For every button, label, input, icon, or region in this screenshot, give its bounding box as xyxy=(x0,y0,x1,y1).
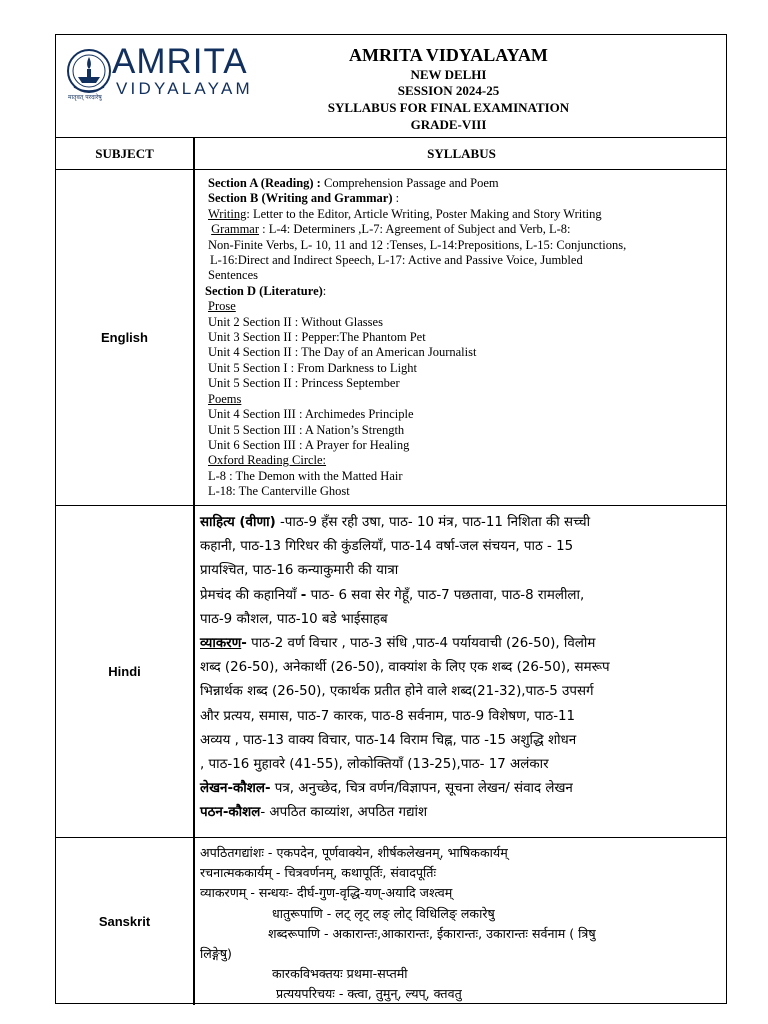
hindi-text: पाठ-2 वर्ण विचार , पाठ-3 संधि ,पाठ-4 पर्यायवाची (26-50), विलोम xyxy=(246,636,596,652)
sanskrit-line-7: कारकविभक्तयः प्रथमा-सप्तमी xyxy=(272,966,408,982)
hindi-line-13 xyxy=(200,801,720,825)
pathan-label: पठन-कौशल xyxy=(200,805,261,821)
writing-label: Writing xyxy=(208,206,247,221)
hindi-text: - अपठित काव्यांश, अपठित गद्यांश xyxy=(260,805,428,821)
list-item: Unit 5 Section III : A Nation’s Strength xyxy=(208,422,405,437)
section-d-heading: Section D (Literature) xyxy=(205,283,323,298)
hindi-line-9: और प्रत्यय, समास, पाठ-7 कारक, पाठ-8 सर्वनाम, पाठ-9 विशेषण, पाठ-11 xyxy=(200,708,576,724)
grammar-text-2: Non-Finite Verbs, L- 10, 11 and 12 :Tenses, L-14:Prepositions, L-15: Conjunctions, xyxy=(208,237,627,252)
session-label: SESSION 2024-25 xyxy=(397,83,500,98)
poems-label: Poems xyxy=(208,391,242,406)
section-d-line xyxy=(205,284,728,299)
list-item: Unit 3 Section II : Pepper:The Phantom Pet xyxy=(208,330,426,345)
grammar-text-1: : L-4: Determiners ,L-7: Agreement of Subject and Verb, L-8: xyxy=(259,222,571,237)
grammar-line xyxy=(208,222,728,237)
sanskrit-line-6: लिङ्गेषु) xyxy=(200,946,232,962)
sanskrit-line-5: शब्दरूपाणि - अकारान्तः,आकारान्तः, ईकारान्तः, उकारान्तः सर्वनाम ( त्रिषु xyxy=(268,925,596,941)
grammar-text-3: L-16:Direct and Indirect Speech, L-17: Active and Passive Voice, Jumbled xyxy=(210,253,583,268)
sanskrit-line-1: अपठितगद्यांशः - एकपदेन, पूर्णवाक्येन, शीर्षकलेखनम्, भाषिककार्यम् xyxy=(200,845,508,860)
syllabus-sheet xyxy=(55,34,727,1004)
hindi-text: पत्र, अनुच्छेद, चित्र वर्णन/विज्ञापन, सूचना लेखन/ संवाद लेखन xyxy=(270,781,573,797)
dash: - xyxy=(300,587,307,603)
writing-line xyxy=(208,207,728,222)
grade-label: GRADE-VIII xyxy=(410,117,487,132)
writing-text: : Letter to the Editor, Article Writing, Poster Making and Story Writing xyxy=(246,206,602,221)
page-header xyxy=(56,35,726,138)
table-row-hindi xyxy=(56,506,726,838)
lekhan-label: लेखन-कौशल- xyxy=(200,781,271,797)
list-item: L-18: The Canterville Ghost xyxy=(208,484,350,499)
hindi-line-12 xyxy=(200,777,720,801)
hindi-line-7: शब्द (26-50), अनेकार्थी (26-50), वाक्यांश के लिए एक शब्द (26-50), समरूप xyxy=(200,660,610,676)
list-item: L-8 : The Demon with the Matted Hair xyxy=(208,468,403,483)
hindi-line-11: , पाठ-16 मुहावरे (41-55), लोकोक्तियाँ (13-25),पाठ- 17 अलंकार xyxy=(200,757,549,773)
list-item: Unit 5 Section II : Princess September xyxy=(208,376,400,391)
logo-subword: VIDYALAYAM xyxy=(116,79,253,98)
list-item: Unit 6 Section III : A Prayer for Healing xyxy=(208,437,410,452)
oxford-reading-circle-label: Oxford Reading Circle: xyxy=(208,453,327,468)
list-item: Unit 5 Section I : From Darkness to Light xyxy=(208,360,418,375)
prose-label: Prose xyxy=(208,299,236,314)
syllabus-cell xyxy=(205,176,728,500)
grammar-label: Grammar xyxy=(211,222,260,237)
logo-tagline: मातृवत् परदारेषु xyxy=(68,94,102,101)
lamp-emblem-icon xyxy=(66,47,112,95)
sanskrit-line-8: प्रत्ययपरिचयः - क्त्वा, तुमुन्, ल्यप्, क्तवतु xyxy=(276,986,462,1002)
table-row-sanskrit xyxy=(56,838,726,1005)
hindi-line-1 xyxy=(200,511,720,535)
grammar-text-4: Sentences xyxy=(208,268,258,283)
sanskrit-line-3: व्याकरणम् - सन्धयः- दीर्घ-गुण-वृद्धि-यण्-अयादि जश्त्वम् xyxy=(200,885,453,901)
hindi-line-6 xyxy=(200,632,720,656)
hindi-line-10: अव्यय , पाठ-13 वाक्य विचार, पाठ-14 विराम चिह्न, पाठ -15 अशुद्धि शोधन xyxy=(200,732,577,748)
dash: - xyxy=(241,636,247,652)
document-title: SYLLABUS FOR FINAL EXAMINATION xyxy=(327,100,570,115)
section-a-line xyxy=(208,176,728,191)
list-item: Unit 4 Section II : The Day of an American Journalist xyxy=(208,345,477,360)
column-divider xyxy=(193,138,195,1005)
hindi-line-3: प्रायश्चित, पाठ-16 कन्याकुमारी की यात्रा xyxy=(200,563,399,579)
school-logo xyxy=(66,43,271,105)
section-b-heading: Section B (Writing and Grammar) xyxy=(208,191,393,206)
syllabus-column-header: SYLLABUS xyxy=(427,146,496,161)
table-header-row xyxy=(56,138,726,170)
hindi-line-5: पाठ-9 कौशल, पाठ-10 बडे भाईसाहब xyxy=(200,611,388,627)
hindi-line-4 xyxy=(200,584,720,608)
section-b-line xyxy=(208,191,728,206)
syllabus-cell xyxy=(200,843,720,1005)
premchand-label: प्रेमचंद की कहानियाँ xyxy=(200,587,301,603)
logo-wordmark: AMRITA xyxy=(112,42,248,81)
list-item: Unit 2 Section II : Without Glasses xyxy=(208,314,383,329)
sahitya-label: साहित्य (वीणा) xyxy=(200,515,276,530)
section-d-tail: : xyxy=(322,283,327,298)
section-a-heading: Section A (Reading) : xyxy=(208,176,321,190)
subject-name: English xyxy=(101,330,148,345)
sanskrit-line-4: धातुरूपाणि - लट् लृट् लङ् लोट् विधिलिङ् लकारेषु xyxy=(272,905,495,921)
hindi-text: -पाठ-9 हँस रही उषा, पाठ- 10 मंत्र, पाठ-11 निशिता की सच्ची xyxy=(275,515,591,530)
hindi-text: पाठ- 6 सवा सेर गेहूँ, पाठ-7 पछतावा, पाठ-8 रामलीला, xyxy=(306,587,585,603)
subject-name: Hindi xyxy=(108,664,141,679)
list-item: Unit 4 Section III : Archimedes Principle xyxy=(208,407,414,422)
sanskrit-line-2: रचनात्मककार्यम् - चित्रवर्णनम्, कथापूर्तिः, संवादपूर्तिः xyxy=(200,865,437,881)
hindi-line-2: कहानी, पाठ-13 गिरिधर की कुंडलियाँ, पाठ-14 वर्षा-जल संचयन, पाठ - 15 xyxy=(200,539,574,555)
section-b-tail: : xyxy=(392,191,400,206)
school-city: NEW DELHI xyxy=(410,67,487,82)
subject-name: Sanskrit xyxy=(98,914,151,929)
subject-column-header: SUBJECT xyxy=(95,146,154,161)
vyakaran-label: व्याकरण xyxy=(200,636,242,652)
hindi-line-8: भिन्नार्थक शब्द (26-50), एकार्थक प्रतीत होने वाले शब्द(21-32),पाठ-5 उपसर्ग xyxy=(200,684,594,700)
section-a-text: Comprehension Passage and Poem xyxy=(320,176,499,190)
school-name: AMRITA VIDYALAYAM xyxy=(349,45,548,65)
table-row-english xyxy=(56,170,726,506)
syllabus-cell xyxy=(200,511,720,826)
